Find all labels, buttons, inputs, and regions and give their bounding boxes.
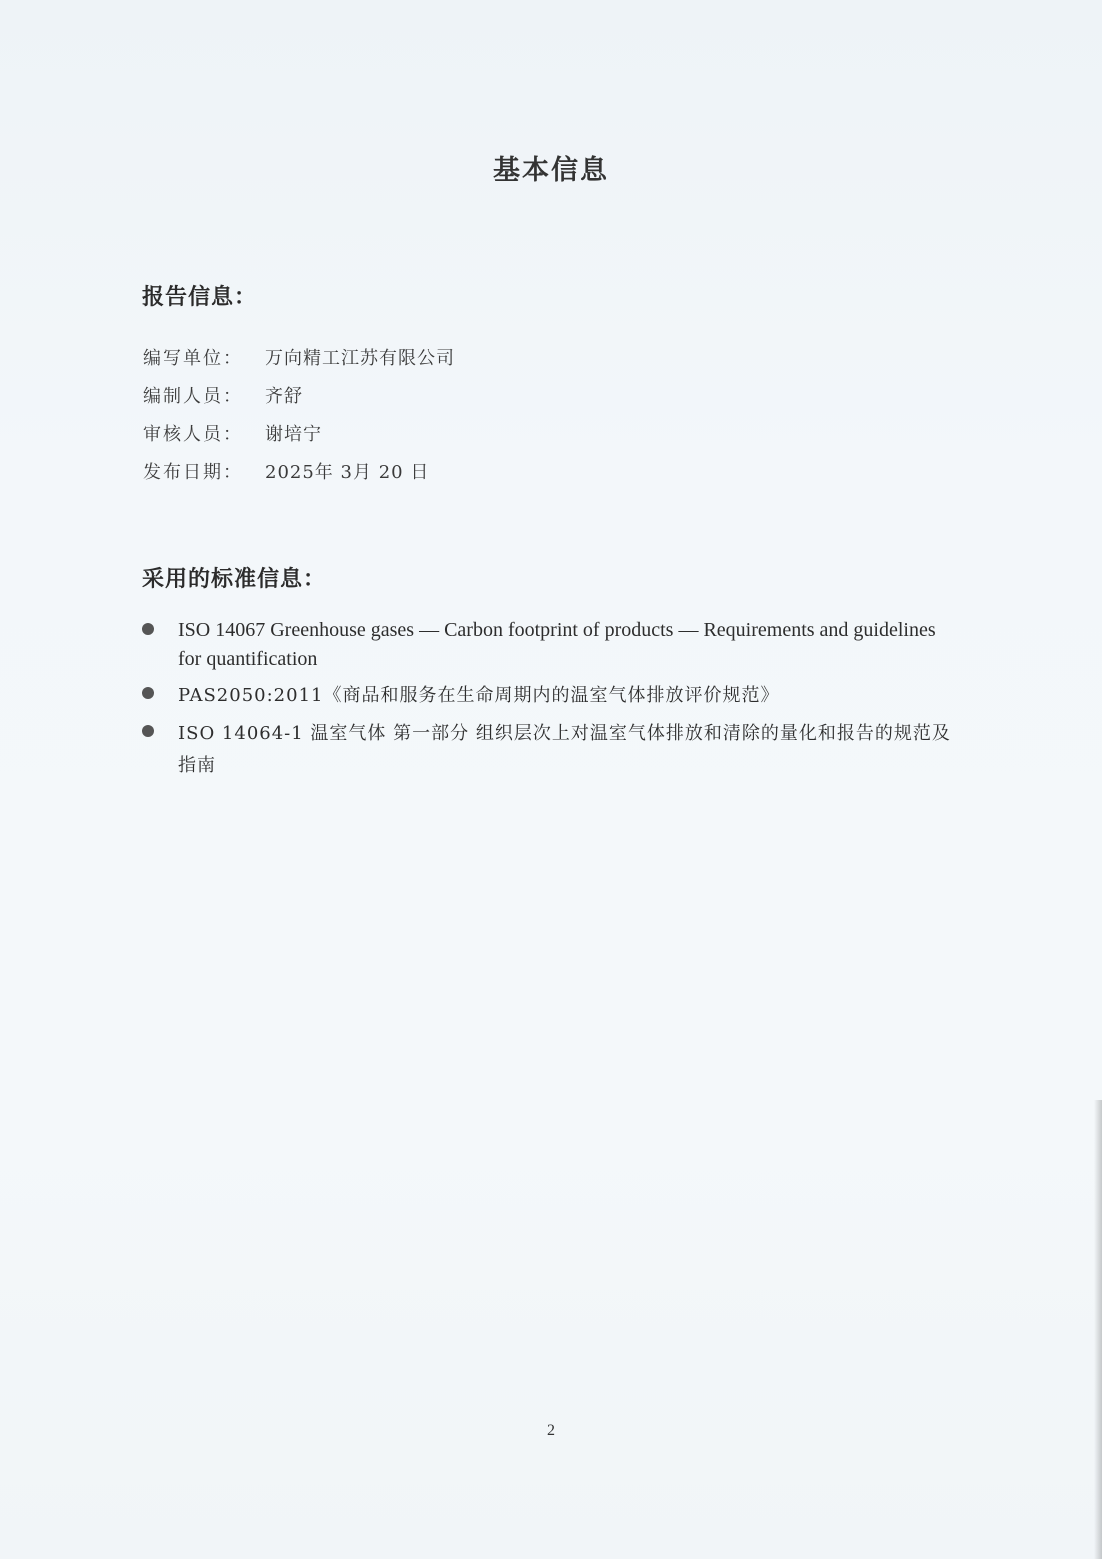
info-label: 发布日期： [143, 462, 243, 483]
page-number: 2 [547, 1422, 555, 1439]
info-row-publish-date [143, 458, 429, 484]
info-label: 编写单位： [143, 348, 243, 369]
info-value: 万向精工江苏有限公司 [265, 348, 455, 369]
bullet-dot-icon [142, 687, 154, 699]
info-value: 谢培宁 [265, 424, 322, 445]
report-info-heading: 报告信息： [142, 285, 258, 310]
page-edge-shadow [1094, 1100, 1102, 1559]
page-title: 基本信息 [493, 155, 609, 186]
info-label: 编制人员： [143, 386, 243, 407]
standards-heading: 采用的标准信息： [142, 567, 327, 592]
bullet-dot-icon [142, 725, 154, 737]
info-row-author-unit [143, 344, 455, 370]
bullet-dot-icon [142, 623, 154, 635]
standard-text: PAS2050:2011《商品和服务在生命周期内的温室气体排放评价规范》 [178, 685, 780, 706]
standard-text: ISO 14064-1 温室气体 第一部分 组织层次上对温室气体排放和清除的量化和报告的规范及指南 [178, 723, 951, 776]
info-label: 审核人员： [143, 424, 243, 445]
standard-text: ISO 14067 Greenhouse gases — Carbon footprint of products — Requirements and guidelines for quantification [178, 619, 936, 670]
info-row-reviewer [143, 420, 322, 446]
info-value: 齐舒 [265, 386, 303, 407]
info-value: 2025年 3月 20 日 [265, 462, 430, 483]
info-row-compiler [143, 382, 303, 408]
